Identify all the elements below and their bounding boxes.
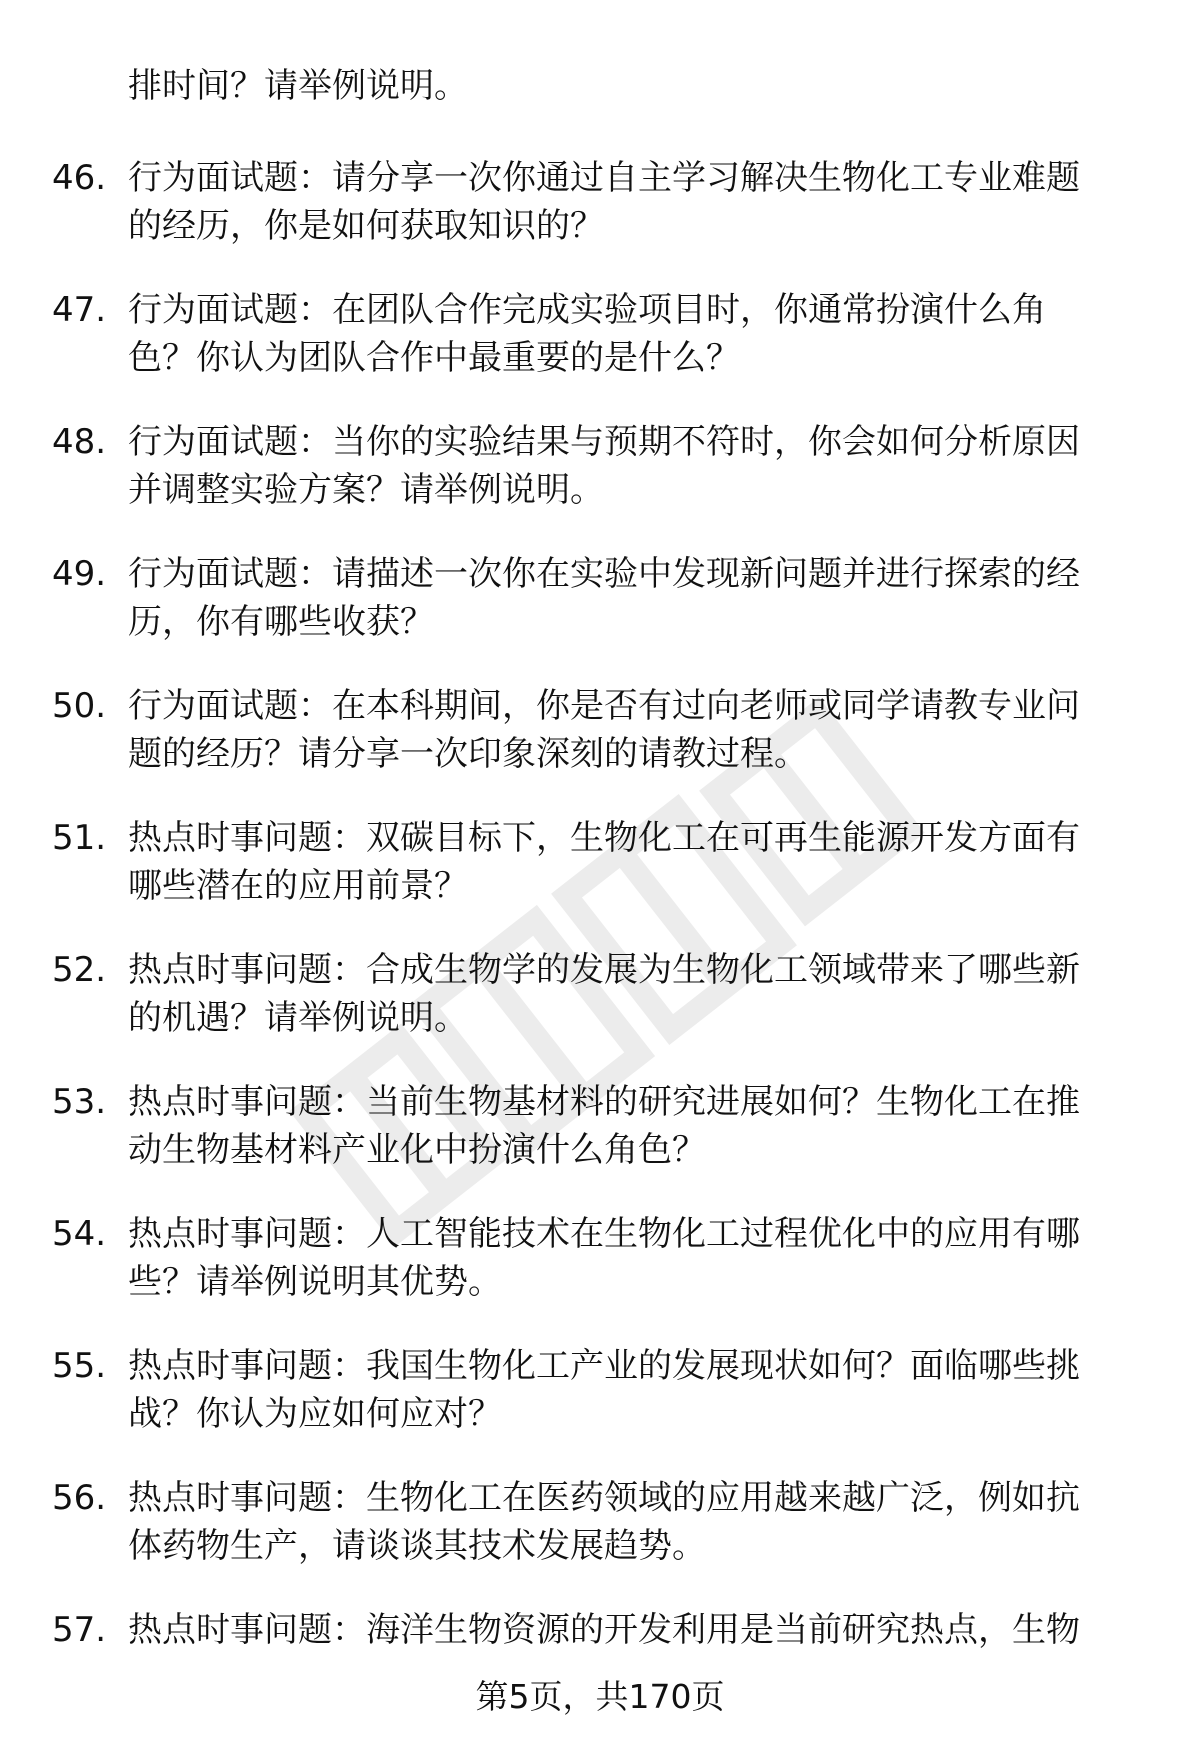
question-text: 行为面试题：在本科期间，你是否有过向老师或同学请教专业问 题的经历？请分享一次印象深刻的请教过程。: [128, 686, 1080, 774]
question-number: 54.: [52, 1214, 107, 1254]
question-text: 行为面试题：当你的实验结果与预期不符时，你会如何分析原因 并调整实验方案？请举例说明。: [128, 422, 1080, 510]
question-text: 热点时事问题：人工智能技术在生物化工过程优化中的应用有哪 些？请举例说明其优势。: [128, 1214, 1080, 1302]
question-number: 46.: [52, 158, 107, 198]
list-item: [0, 1210, 1200, 1342]
list-item: [0, 1078, 1200, 1210]
list-item: [0, 682, 1200, 814]
question-number: 55.: [52, 1346, 107, 1386]
question-number: 52.: [52, 950, 107, 990]
list-item: [0, 154, 1200, 286]
question-text: 热点时事问题：海洋生物资源的开发利用是当前研究热点，生物: [128, 1610, 1080, 1650]
question-number: 56.: [52, 1478, 107, 1518]
list-item: [0, 814, 1200, 946]
page-footer: 第5页，共170页: [475, 1677, 725, 1716]
list-item: [0, 550, 1200, 682]
question-text: 行为面试题：在团队合作完成实验项目时，你通常扮演什么角 色？你认为团队合作中最重要的是什么？: [128, 290, 1046, 378]
question-number: 47.: [52, 290, 107, 330]
list-item: [0, 286, 1200, 418]
question-number: 49.: [52, 554, 107, 594]
question-number: 50.: [52, 686, 107, 726]
list-item: [0, 946, 1200, 1078]
list-item: [0, 418, 1200, 550]
question-number: 53.: [52, 1082, 107, 1122]
question-number: 51.: [52, 818, 107, 858]
question-text: 热点时事问题：我国生物化工产业的发展现状如何？面临哪些挑 战？你认为应如何应对？: [128, 1346, 1080, 1434]
question-text: 热点时事问题：双碳目标下，生物化工在可再生能源开发方面有 哪些潜在的应用前景？: [128, 818, 1080, 906]
question-text: 热点时事问题：当前生物基材料的研究进展如何？生物化工在推 动生物基材料产业化中扮演什么角色？: [128, 1082, 1080, 1170]
question-text: 热点时事问题：生物化工在医药领域的应用越来越广泛，例如抗 体药物生产，请谈谈其技术发展趋势。: [128, 1478, 1080, 1566]
list-item: [0, 1474, 1200, 1606]
question-number: 57.: [52, 1610, 107, 1650]
question-text: 行为面试题：请分享一次你通过自主学习解决生物化工专业难题 的经历，你是如何获取知识的？: [128, 158, 1080, 246]
question-text: 行为面试题：请描述一次你在实验中发现新问题并进行探索的经 历，你有哪些收获？: [128, 554, 1080, 642]
list-item: [0, 1342, 1200, 1474]
question-list: [0, 154, 1200, 1738]
question-number: 48.: [52, 422, 107, 462]
question-text: 热点时事问题：合成生物学的发展为生物化工领域带来了哪些新 的机遇？请举例说明。: [128, 950, 1080, 1038]
continued-question-text: 排时间？请举例说明。: [128, 66, 468, 106]
